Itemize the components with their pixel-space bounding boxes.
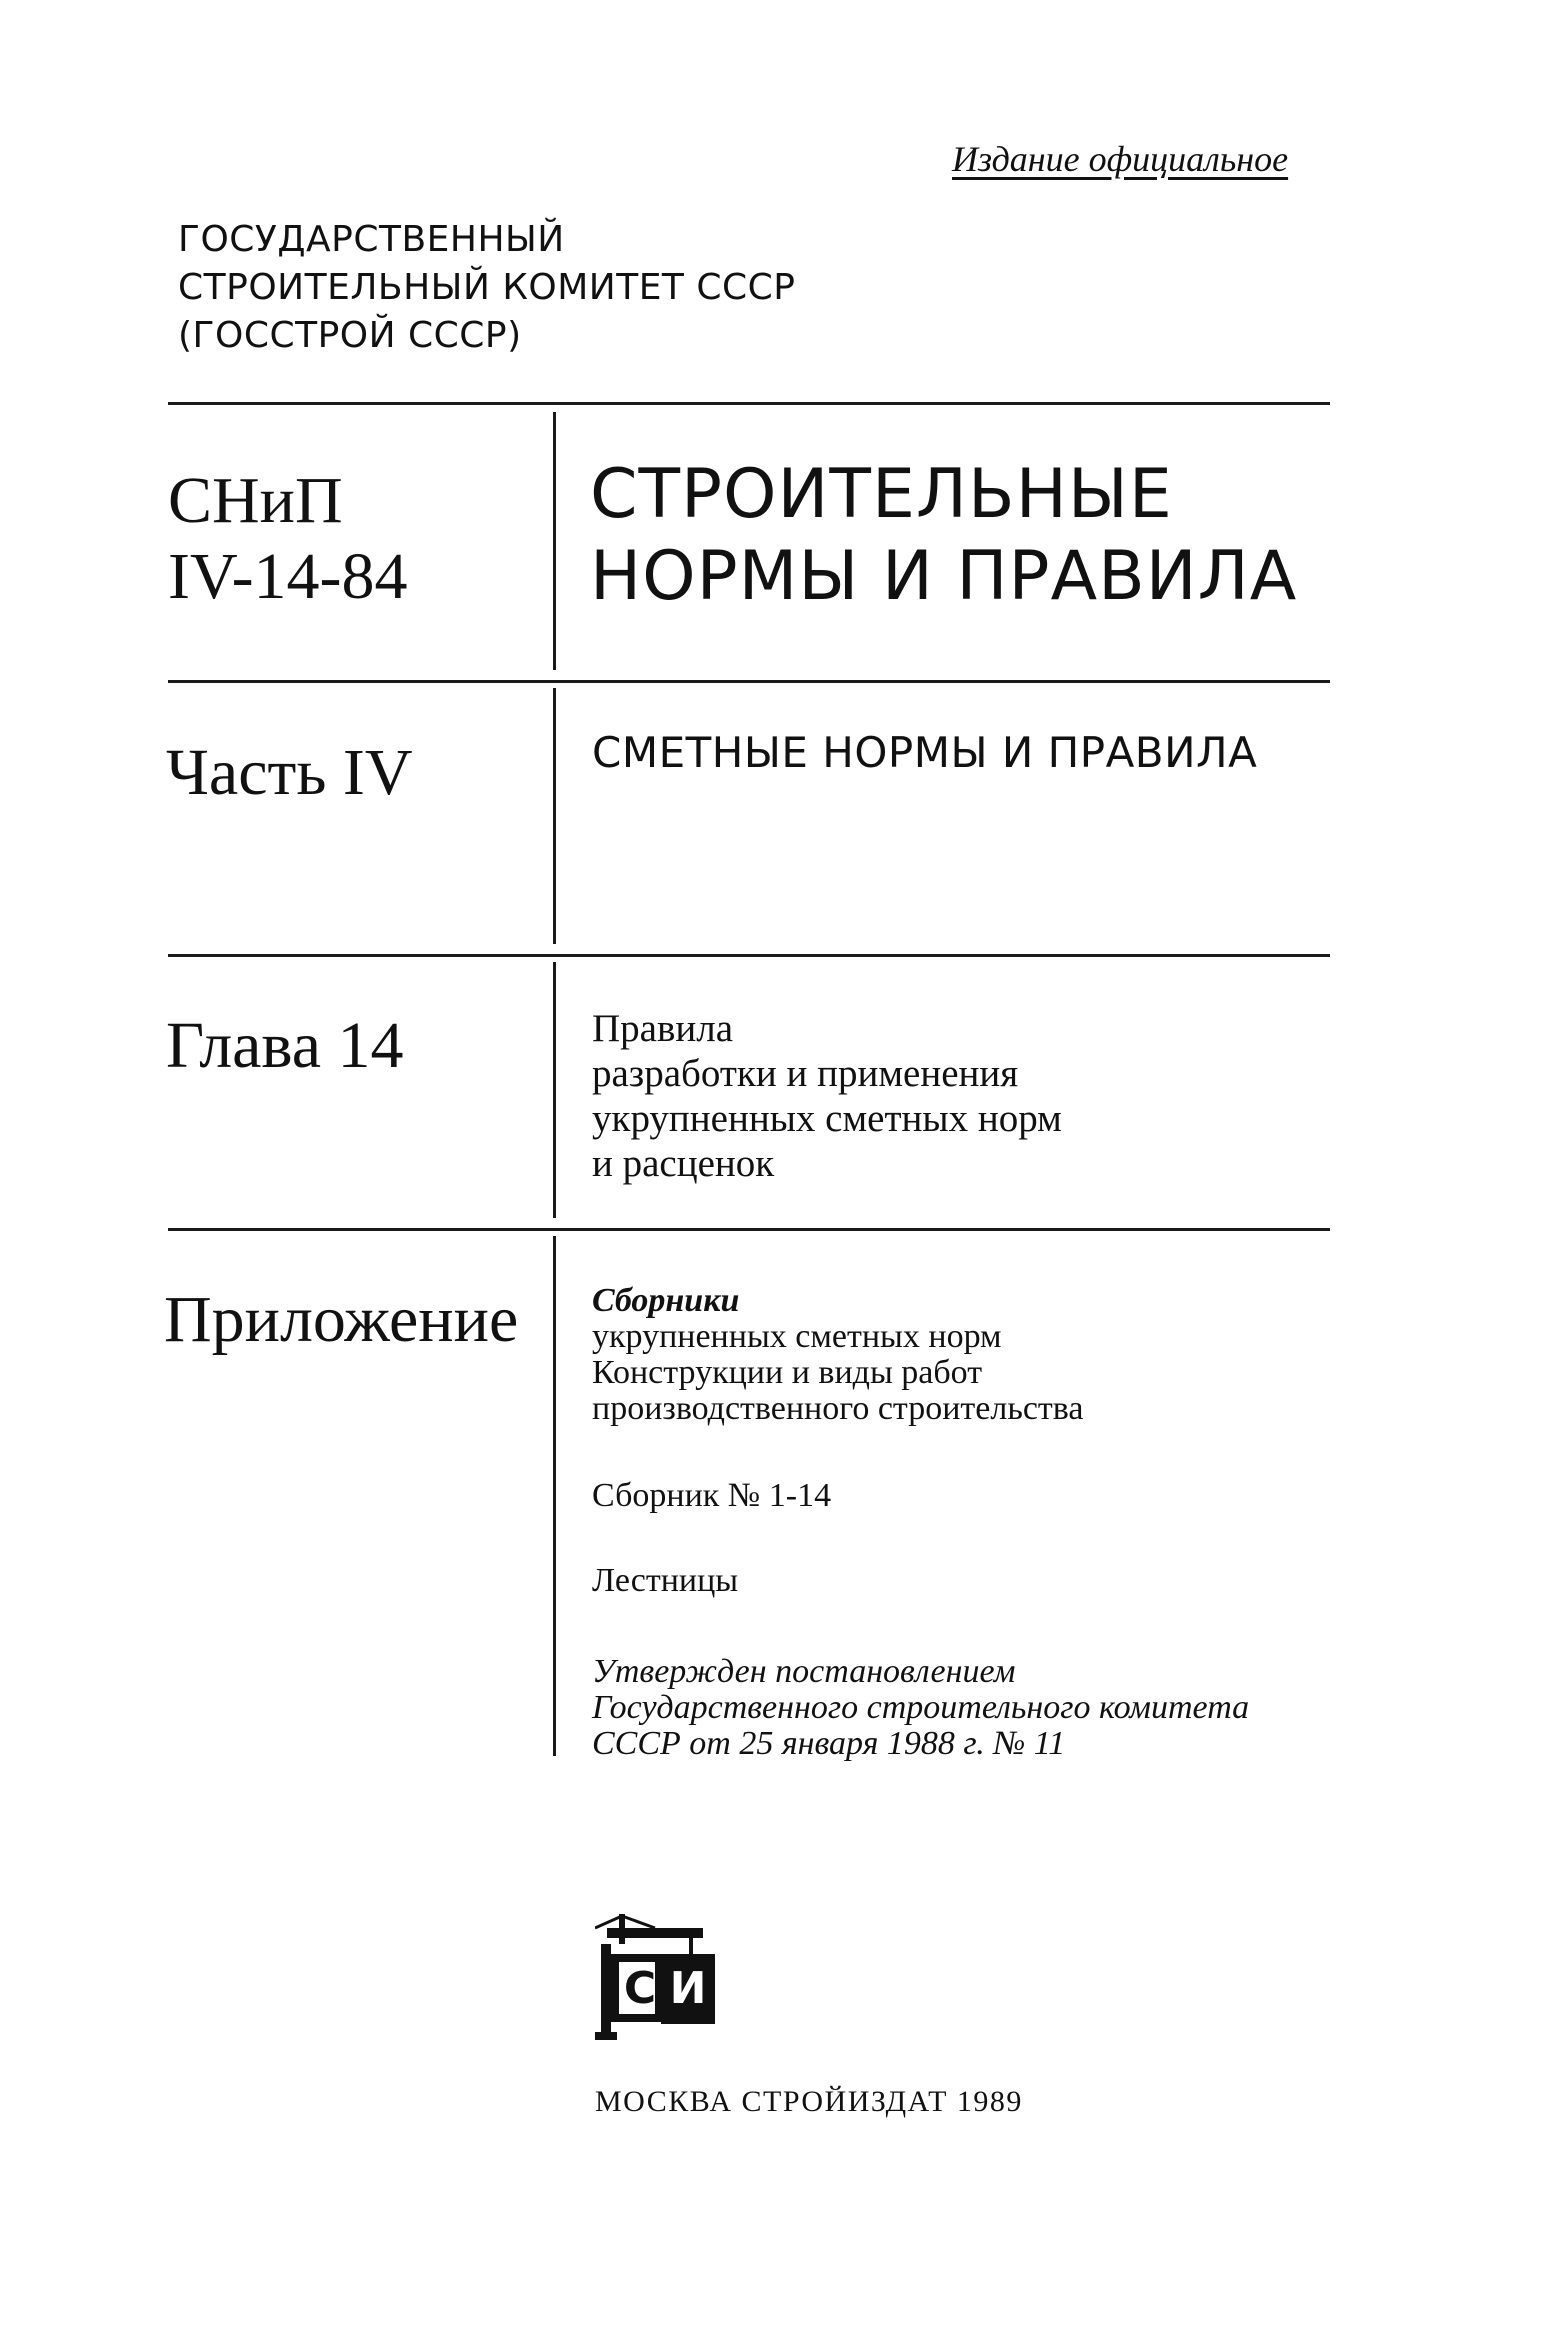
- edition-label: Издание официальное: [952, 139, 1289, 179]
- chapter-title: [592, 1006, 1062, 1186]
- collection-block: [592, 1283, 1083, 1427]
- code-line-2: IV-14-84: [168, 540, 408, 613]
- collection-line: производственного строительства: [592, 1390, 1084, 1427]
- document-code: [168, 463, 408, 615]
- divider: [168, 680, 1330, 683]
- organization-line: (ГОССТРОЙ СССР): [178, 315, 522, 356]
- collection-line: Конструкции и виды работ: [592, 1354, 983, 1391]
- approval-line: СССР от 25 января 1988 г. № 11: [592, 1725, 1066, 1762]
- appendix-label: Приложение: [164, 1283, 519, 1356]
- publisher-imprint: МОСКВА СТРОЙИЗДАТ 1989: [595, 2085, 1023, 2118]
- logo-letter: И: [669, 1963, 707, 2014]
- chapter-title-line: и расценок: [592, 1142, 775, 1185]
- approval-block: [592, 1654, 1249, 1762]
- divider: [168, 1228, 1330, 1231]
- column-divider: [553, 962, 556, 1218]
- organization-block: [178, 216, 796, 360]
- main-title-line-2: НОРМЫ И ПРАВИЛА: [590, 537, 1298, 616]
- logo-letter: С: [623, 1963, 657, 2014]
- divider: [168, 954, 1330, 957]
- stroyizdat-logo: [595, 1914, 725, 2042]
- organization-line: СТРОИТЕЛЬНЫЙ КОМИТЕТ СССР: [178, 267, 796, 308]
- main-title-line-1: СТРОИТЕЛЬНЫЕ: [590, 455, 1173, 534]
- column-divider: [553, 688, 556, 944]
- code-line-1: СНиП: [168, 464, 343, 537]
- column-divider: [553, 412, 556, 670]
- chapter-title-line: разработки и применения: [592, 1052, 1019, 1095]
- column-divider: [553, 1236, 556, 1756]
- collection-name: Лестницы: [592, 1562, 739, 1599]
- chapter-title-line: Правила: [592, 1007, 734, 1050]
- approval-line: Государственного строительного комитета: [592, 1689, 1250, 1726]
- collection-line: Сборники: [592, 1282, 740, 1319]
- divider: [168, 402, 1330, 405]
- chapter-label: Глава 14: [166, 1009, 404, 1082]
- part-label: Часть IV: [166, 736, 413, 809]
- approval-line: Утвержден постановлением: [592, 1653, 1016, 1690]
- collection-number: Сборник № 1-14: [592, 1477, 832, 1514]
- chapter-title-line: укрупненных сметных норм: [592, 1097, 1062, 1140]
- part-title: СМЕТНЫЕ НОРМЫ И ПРАВИЛА: [592, 728, 1258, 777]
- main-title: [590, 454, 1297, 618]
- organization-line: ГОСУДАРСТВЕННЫЙ: [178, 219, 565, 260]
- collection-line: укрупненных сметных норм: [592, 1318, 1002, 1355]
